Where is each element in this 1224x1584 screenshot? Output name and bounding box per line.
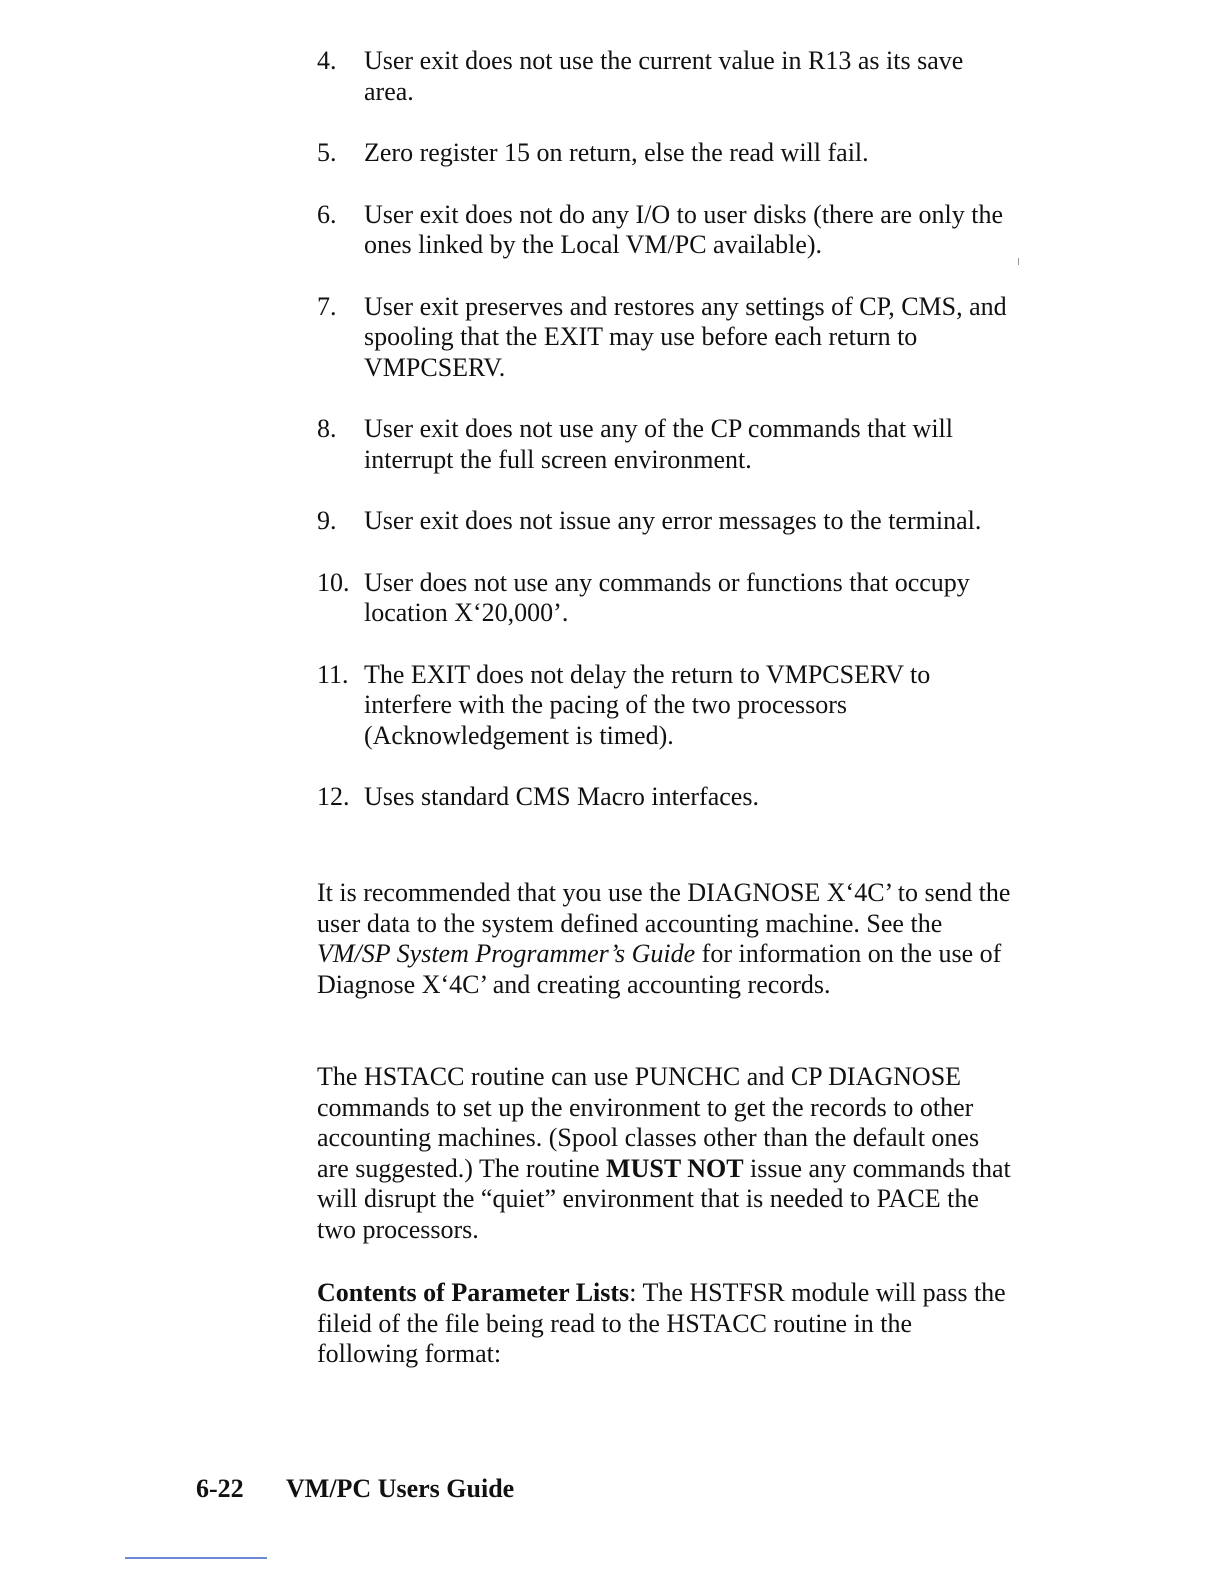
list-item: [317, 46, 1017, 107]
list-item-number: 11.: [317, 659, 349, 689]
para1-before: It is recommended that you use the DIAGNOSE X‘4C’ to send the user data to the system defined accounting machine. See the: [317, 878, 1011, 938]
list-item-text: User does not use any commands or functions that occupy location X‘20,000’.: [364, 567, 970, 627]
list-item: [317, 782, 1017, 813]
list-item-text: User exit does not issue any error messages to the terminal.: [364, 506, 982, 535]
list-item: [317, 568, 1017, 629]
list-item-number: 5.: [317, 138, 337, 167]
document-title: VM/PC Users Guide: [286, 1474, 515, 1503]
list-item-text: User exit does not do any I/O to user disks (there are only the ones linked by the Local VM/PC available).: [364, 199, 1004, 259]
para1-after: for information on the use of Diagnose X‘4C’ and creating accounting records.: [317, 939, 1002, 999]
parameter-lists-heading: Contents of Parameter Lists: [317, 1278, 630, 1307]
list-item-text: User exit preserves and restores any settings of CP, CMS, and spooling that the EXIT may use before each return to VMPCSERV.: [364, 291, 1007, 382]
list-item: [317, 200, 1017, 261]
list-item-number: 12.: [317, 782, 350, 811]
diagnose-recommendation-paragraph: [317, 878, 1017, 1000]
list-item-number: 10.: [317, 567, 350, 597]
list-item-number: 6.: [317, 199, 337, 229]
list-item-number: 8.: [317, 414, 337, 443]
list-item: [317, 506, 1017, 537]
para2-part1: The HSTACC routine can use PUNCHC and CP DIAGNOSE commands to set up the environment to get the records to other accounting machines. (Spool classes other than the default ones are suggested.) The routine: [317, 1062, 980, 1183]
list-item-number: 7.: [317, 291, 337, 321]
list-item: [317, 660, 1017, 752]
must-not-emphasis: MUST NOT: [606, 1153, 744, 1183]
page-footer: [196, 1474, 514, 1504]
list-item-number: 4.: [317, 46, 337, 75]
para2-part2: issue any commands that will disrupt the “quiet” environment that is needed to PACE the two processors.: [317, 1153, 1011, 1244]
list-item-number: 9.: [317, 506, 337, 535]
list-item: [317, 138, 1017, 169]
bottom-rule: [125, 1557, 267, 1559]
list-item-text: The EXIT does not delay the return to VMPCSERV to interfere with the pacing of the two processors (Acknowledgement is timed).: [364, 659, 931, 750]
page-number: 6-22: [196, 1474, 244, 1503]
hstacc-routine-paragraph: [317, 1062, 1017, 1245]
list-item-text: Uses standard CMS Macro interfaces.: [364, 782, 759, 811]
requirements-list: [317, 46, 1017, 844]
parameter-lists-paragraph: [317, 1278, 1017, 1370]
list-item-text: Zero register 15 on return, else the read will fail.: [364, 138, 869, 167]
guide-title: VM/SP System Programmer’s Guide: [317, 939, 696, 968]
list-item: [317, 292, 1017, 384]
list-item-text: User exit does not use the current value in R13 as its save area.: [364, 46, 964, 106]
scan-mark: [1018, 258, 1019, 265]
list-item-text: User exit does not use any of the CP commands that will interrupt the full screen environment.: [364, 414, 953, 474]
para3-rest: : The HSTFSR module will pass the fileid of the file being read to the HSTACC routine in the following format:: [317, 1278, 1006, 1368]
list-item: [317, 414, 1017, 475]
